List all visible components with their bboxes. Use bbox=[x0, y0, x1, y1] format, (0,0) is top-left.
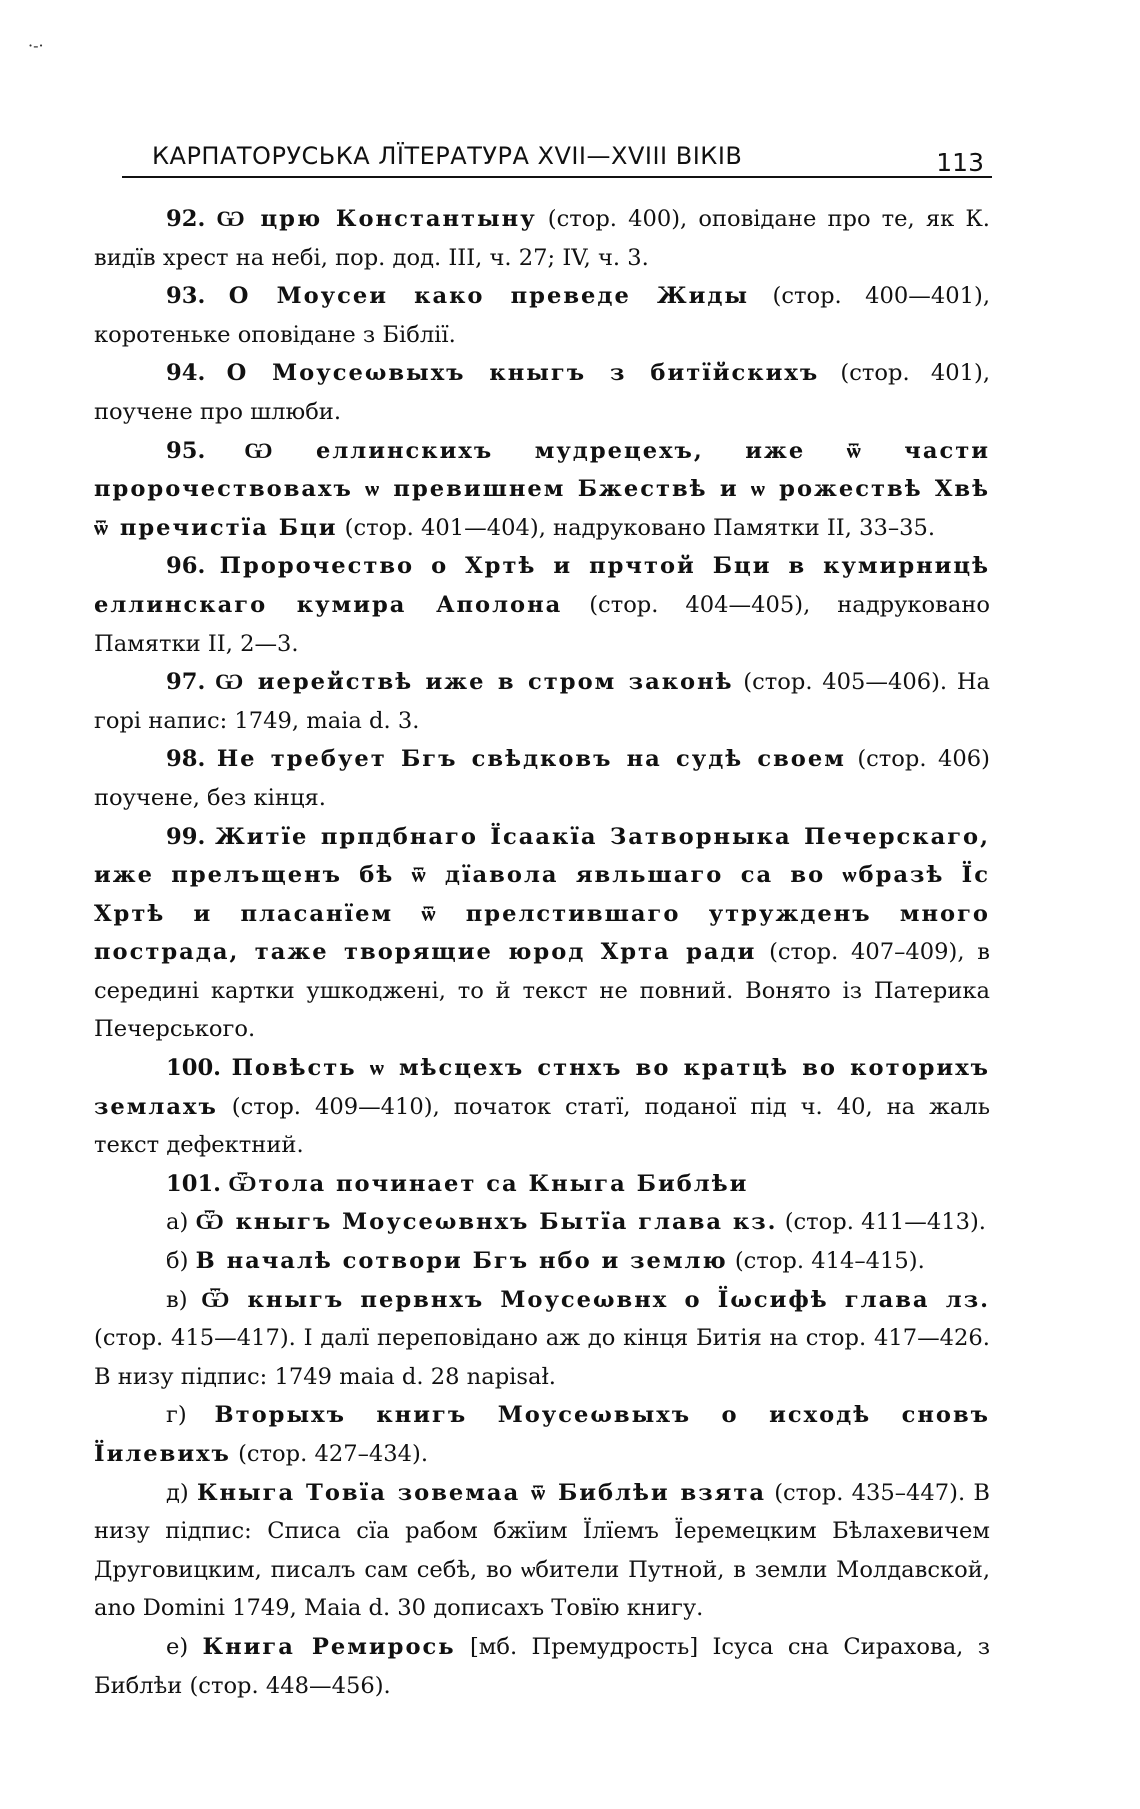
entry-100 bbox=[94, 1049, 990, 1165]
sub-entry-description: (стор. 414–415). bbox=[727, 1248, 925, 1275]
entry-number: 93. bbox=[166, 283, 206, 310]
entry-title: Ѡ црю Константыну bbox=[216, 206, 537, 232]
sub-entry-description: [мб. Премудрость] Ісуса сна Сирахова, з Библѣи (стор. 448—456). bbox=[94, 1633, 991, 1699]
sub-entry-title: В началѣ сотвори Бгъ нбо и землю bbox=[195, 1248, 728, 1275]
entry-description: (стор. 404—405), надруковано Памятки II, 2—3. bbox=[94, 591, 991, 657]
sub-entry-label: а) bbox=[166, 1209, 189, 1236]
entry-description: (стор. 400—401), коротеньке оповідане з Біблії. bbox=[94, 283, 991, 348]
sub-entry-label: г) bbox=[166, 1402, 187, 1429]
entry-number: 99. bbox=[166, 823, 206, 850]
entry-number: 94. bbox=[166, 360, 206, 387]
entry-number: 95. bbox=[166, 437, 206, 464]
sub-entry-label: е) bbox=[166, 1633, 189, 1660]
sub-entry-title: Вторыхъ книгъ Моусеωвыхъ о исходѣ сновъ Їилевихъ bbox=[94, 1402, 990, 1467]
entry-description: (стор. 401), поучене про шлюби. bbox=[94, 360, 991, 425]
entry-description: (стор. 409—410), початок статї, поданої під ч. 40, на жаль текст дефектний. bbox=[94, 1093, 990, 1159]
entry-number: 100. bbox=[166, 1055, 222, 1082]
entry-title: Житїе прпдбнаго Їсаакїа Затворныка Печерскаго, иже прелъщенъ бѣ ѿ дїавола явльшаго са во ѡбразѣ Їс Хртѣ и пласанїем ѿ прелстившаго утружденъ много пострада, таже творящие юрод Хрта ради bbox=[94, 823, 990, 966]
sub-entry-title: Ѿ кныгъ первнхъ Моусеωвнх о Їωсифѣ глава лз. bbox=[201, 1286, 990, 1313]
entry-95 bbox=[94, 432, 990, 548]
sub-entry-description: (стор. 411—413). bbox=[777, 1209, 986, 1236]
page-number: 113 bbox=[936, 148, 984, 177]
sub-entry-e bbox=[94, 1628, 990, 1705]
entry-number: 98. bbox=[166, 746, 206, 773]
sub-entry-description: (стор. 427–434). bbox=[230, 1441, 429, 1467]
sub-entry-v bbox=[94, 1281, 990, 1397]
entry-number: 101. bbox=[166, 1170, 222, 1197]
entry-94 bbox=[94, 354, 990, 431]
entry-93 bbox=[94, 277, 990, 354]
sub-entry-title: Книга Ремирось bbox=[202, 1633, 456, 1660]
entry-99 bbox=[94, 818, 990, 1050]
sub-entry-title: Ѿ кныгъ Моусеωвнхъ Бытїа глава кз. bbox=[195, 1209, 778, 1236]
entry-list bbox=[94, 200, 990, 1705]
sub-entry-description: (стор. 415—417). І далї переповідано аж до кінця Битія на стор. 417—426. В низу підпис: 1749 maia d. 28 napisał. bbox=[94, 1325, 990, 1390]
sub-entry-b bbox=[94, 1242, 990, 1281]
entry-number: 97. bbox=[166, 669, 206, 696]
entry-101 bbox=[94, 1165, 990, 1204]
sub-entry-a bbox=[94, 1203, 990, 1242]
entry-description: (стор. 401—404), надруковано Памятки II, 33–35. bbox=[337, 514, 936, 541]
entry-title: О Моусеωвыхъ кныгъ з битїйскихъ bbox=[226, 360, 820, 387]
entry-97 bbox=[94, 663, 990, 740]
sub-entry-d bbox=[94, 1474, 990, 1628]
sub-entry-label: в) bbox=[166, 1286, 188, 1313]
entry-number: 96. bbox=[166, 553, 206, 580]
entry-96 bbox=[94, 547, 990, 663]
header-rule bbox=[122, 176, 992, 178]
entry-92 bbox=[94, 200, 990, 277]
entry-title: Ѡ иерействѣ иже в стром законѣ bbox=[215, 669, 734, 696]
entry-description: (стор. 400), оповідане про те, як К. видїв хрест на небі, пор. дод. III, ч. 27; IV, ч. 3. bbox=[94, 206, 990, 271]
entry-title: Не требует Бгъ свѣдковъ на судѣ своем bbox=[216, 746, 846, 773]
stray-mark: ·-· bbox=[28, 36, 44, 55]
entry-description: (стор. 405—406). На горі напис: 1749, maia d. 3. bbox=[94, 669, 990, 734]
entry-98 bbox=[94, 740, 990, 817]
entry-title: О Моусеи како преведе Жиды bbox=[228, 283, 750, 310]
sub-entry-g bbox=[94, 1396, 990, 1473]
sub-entry-label: б) bbox=[166, 1248, 189, 1275]
entry-number: 92. bbox=[166, 206, 206, 232]
sub-entry-label: д) bbox=[166, 1479, 189, 1506]
running-header bbox=[122, 140, 992, 180]
entry-description: (стор. 407–409), в середині картки ушкоджені, то й текст не повний. Вонято із Патерика Печерського. bbox=[94, 939, 990, 1043]
entry-description: (стор. 406) поучене, без кінця. bbox=[94, 746, 990, 811]
entry-title: Ѿтола починает са Кныга Библѣи bbox=[228, 1170, 749, 1197]
sub-entry-description: (стор. 435–447). В низу підпис: Списа сїа рабом бжїим Їлїемъ Їеремецким Бѣлахевичем Друговицким, писалъ сам себѣ, во ѡбители Путной, в земли Молдавской, ano Domini 1749, Maia d. 30 дописахъ Товїю книгу. bbox=[94, 1479, 990, 1622]
header-title: КАРПАТОРУСЬКА ЛЇТЕРАТУРА XVII—XVIII ВІКІВ bbox=[152, 142, 743, 170]
entry-title: Повѣсть ѡ мѣсцехъ стнхъ во кратцѣ во которихъ землахъ bbox=[94, 1055, 990, 1120]
entry-title: Пророчество о Хртѣ и прчтой Бци в кумирницѣ еллинскаго кумира Аполона bbox=[94, 553, 990, 618]
entry-title: Ѡ еллинскихъ мудрецехъ, иже ѿ части пророчествовахъ ѡ превишнем Бжествѣ и ѡ рожествѣ Хвѣ ѿ пречистїа Бци bbox=[94, 437, 991, 541]
sub-entry-title: Кныга Товїа зовемаа ѿ Библѣи взята bbox=[196, 1479, 767, 1506]
